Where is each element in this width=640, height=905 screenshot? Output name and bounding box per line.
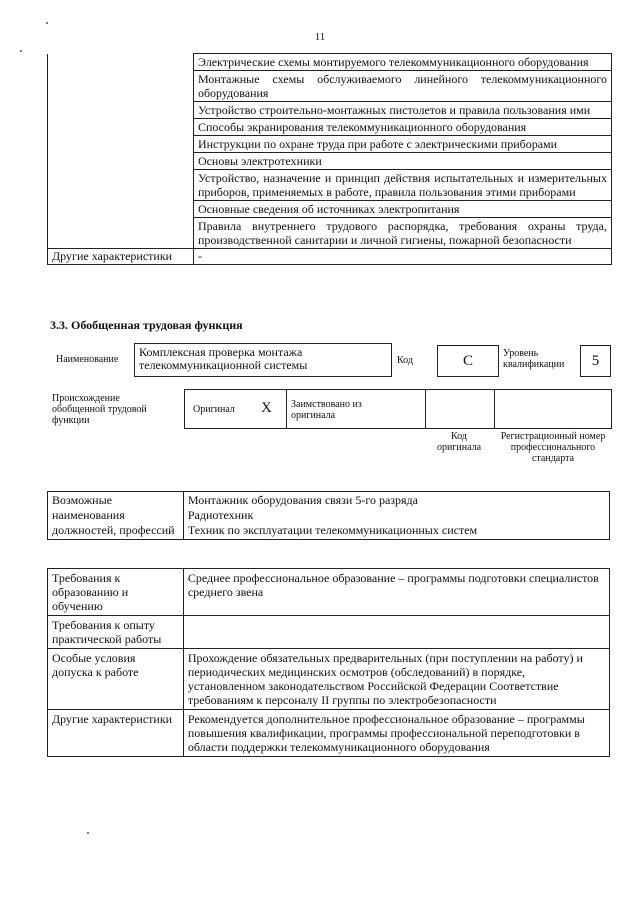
name-label: Наименование — [56, 354, 119, 365]
requirement-value: Прохождение обязательных предварительных (при поступлении на работу) и периодических медицинских осмотров (обследований) в порядке, установленном законодательством Российской Федерации Соответствие требованиям к персоналу II группы по электробезопасности — [183, 649, 609, 710]
page-number: 11 — [314, 31, 326, 43]
knowledge-empty-cell — [48, 218, 194, 249]
knowledge-empty-cell — [48, 119, 194, 136]
knowledge-row — [48, 136, 612, 153]
other-value: - — [193, 249, 611, 265]
level-value-text: 5 — [591, 353, 600, 369]
knowledge-row — [48, 102, 612, 119]
original-mark: X — [261, 400, 272, 416]
knowledge-item: Устройство строительно-монтажных пистолетов и правила пользования ими — [193, 102, 611, 119]
knowledge-empty-cell — [48, 54, 194, 71]
original-label: Оригинал — [193, 404, 235, 415]
requirement-row — [48, 649, 610, 710]
requirement-label: Особые условия допуска к работе — [48, 649, 184, 710]
requirement-value — [183, 616, 609, 649]
name-value — [134, 343, 392, 377]
knowledge-empty-cell — [48, 201, 194, 218]
knowledge-row — [48, 71, 612, 102]
positions-label: Возможные наименования должностей, профессий — [48, 492, 184, 540]
scan-speck — [20, 50, 22, 52]
reg-number-caption: Регистрационный номер профессионального стандарта — [500, 431, 606, 464]
code-label: Код — [397, 355, 413, 366]
origin-divider — [286, 390, 287, 428]
position-item: Монтажник оборудования связи 5-го разряда — [187, 493, 418, 507]
knowledge-item: Основы электротехники — [193, 153, 611, 170]
knowledge-item: Правила внутреннего трудового распорядка, требования охраны труда, производственной санитарии и личной гигиены, пожарной безопасности — [193, 218, 611, 249]
knowledge-empty-cell — [48, 102, 194, 119]
position-item: Радиотехник — [187, 508, 254, 522]
origin-divider — [425, 390, 426, 428]
knowledge-other-row — [48, 249, 612, 265]
requirement-label: Требования к опыту практической работы — [48, 616, 184, 649]
scan-speck — [87, 832, 89, 834]
positions-values — [183, 492, 609, 540]
code-original-caption: Код оригинала — [436, 431, 482, 453]
requirement-row — [48, 616, 610, 649]
borrowed-label: Заимствовано из оригинала — [291, 399, 362, 421]
requirement-label: Другие характеристики — [48, 710, 184, 757]
knowledge-empty-cell — [48, 71, 194, 102]
knowledge-row — [48, 119, 612, 136]
section-title: 3.3. Обобщенная трудовая функция — [50, 318, 243, 332]
scan-speck — [46, 22, 48, 24]
knowledge-row — [48, 170, 612, 201]
code-value-text: С — [462, 353, 473, 369]
knowledge-row — [48, 153, 612, 170]
knowledge-row — [48, 54, 612, 71]
knowledge-item: Устройство, назначение и принцип действия испытательных и измерительных приборов, применяемых в работе, правила пользования этими приборами — [193, 170, 611, 201]
other-label: Другие характеристики — [48, 249, 194, 265]
knowledge-empty-cell — [48, 153, 194, 170]
knowledge-empty-cell — [48, 170, 194, 201]
positions-table — [47, 491, 610, 540]
requirements-table — [47, 568, 610, 757]
requirement-value: Среднее профессиональное образование – программы подготовки специалистов среднего звена — [183, 569, 609, 616]
requirement-row — [48, 710, 610, 757]
knowledge-item: Монтажные схемы обслуживаемого линейного телекоммуникационного оборудования — [193, 71, 611, 102]
position-item: Техник по эксплуатации телекоммуникационных систем — [187, 523, 478, 537]
level-label: Уровень квалификации — [503, 348, 565, 370]
knowledge-table — [47, 53, 612, 265]
code-value — [437, 345, 499, 377]
knowledge-empty-cell — [48, 136, 194, 153]
requirement-label: Требования к образованию и обучению — [48, 569, 184, 616]
knowledge-item: Способы экранирования телекоммуникационного оборудования — [193, 119, 611, 136]
knowledge-item: Инструкции по охране труда при работе с электрическими приборами — [193, 136, 611, 153]
requirement-row — [48, 569, 610, 616]
name-value-text: Комплексная проверка монтажа телекоммуникационной системы — [139, 345, 308, 372]
level-value — [580, 345, 611, 377]
origin-divider — [494, 390, 495, 428]
knowledge-row — [48, 218, 612, 249]
knowledge-item: Основные сведения об источниках электропитания — [193, 201, 611, 218]
knowledge-row — [48, 201, 612, 218]
knowledge-item: Электрические схемы монтируемого телекоммуникационного оборудования — [193, 54, 611, 71]
requirement-value: Рекомендуется дополнительное профессиональное образование – программы повышения квалификации, программы профессиональной переподготовки в области поддержки телекоммуникационного оборудования — [183, 710, 609, 757]
origin-label: Происхождение обобщенной трудовой функции — [52, 393, 147, 426]
origin-table — [184, 389, 612, 429]
